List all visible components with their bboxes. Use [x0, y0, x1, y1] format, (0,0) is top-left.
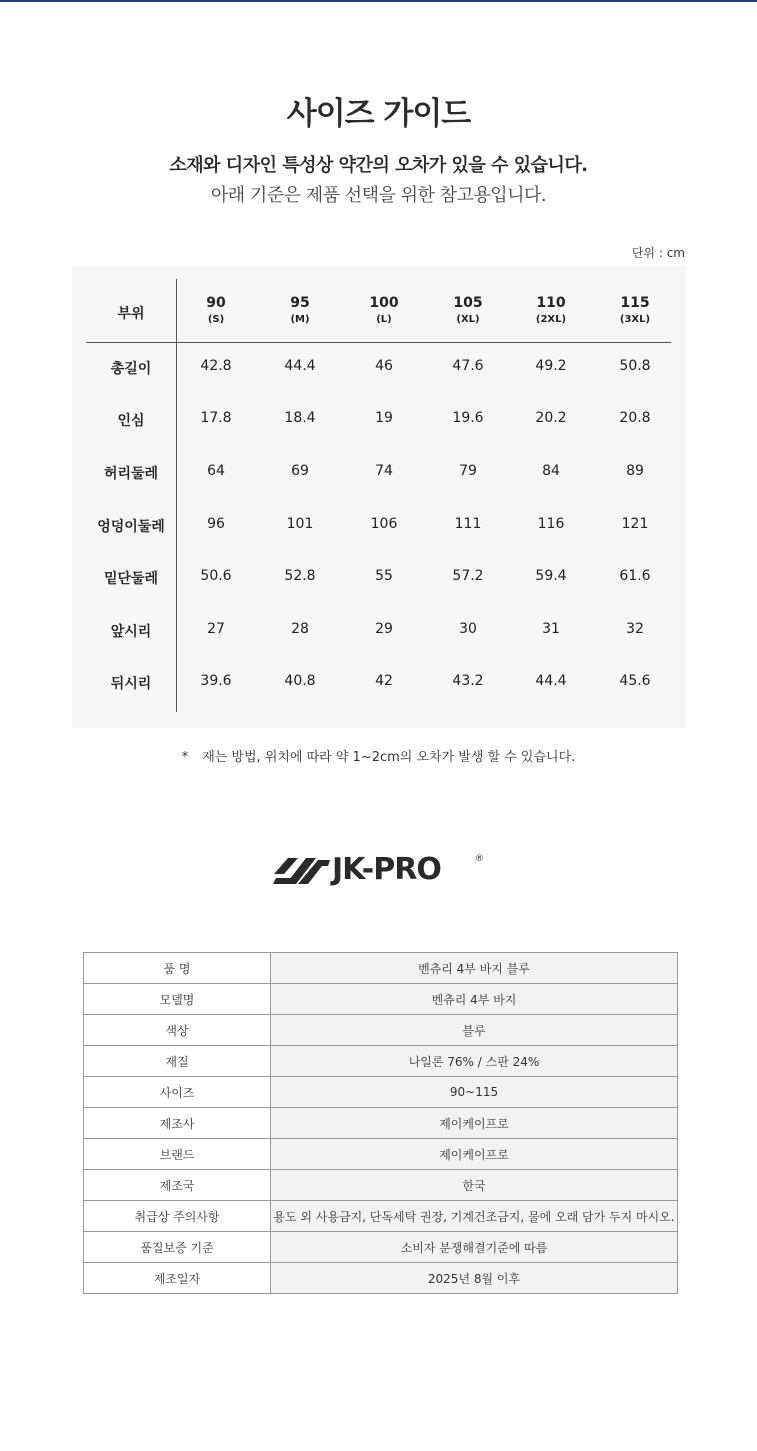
size-column-letter: (2XL) [535, 314, 567, 325]
size-guide-table [72, 266, 686, 728]
table-vertical-divider [176, 279, 177, 712]
info-row [84, 1263, 678, 1294]
size-value-cell: 47.6 [452, 358, 484, 374]
info-key: 재질 [84, 1046, 271, 1077]
size-value-cell: 20.2 [535, 410, 567, 426]
info-row [84, 1015, 678, 1046]
size-column-number: 115 [620, 295, 650, 311]
info-value: 제이케이프로 [271, 1139, 678, 1170]
info-value: 벤츄리 4부 바지 [271, 984, 678, 1015]
info-key: 품질보증 기준 [84, 1232, 271, 1263]
size-row-label: 엉덩이둘레 [97, 519, 165, 535]
note-text: 재는 방법, 위치에 따라 약 1~2cm의 오차가 발생 할 수 있습니다. [202, 750, 576, 765]
info-row [84, 1046, 678, 1077]
size-table-corner-label: 부위 [117, 306, 145, 322]
size-column-header [342, 295, 426, 325]
size-column-number: 100 [369, 295, 399, 311]
size-value-cell: 32 [626, 621, 644, 637]
info-key: 브랜드 [84, 1139, 271, 1170]
size-column-number: 95 [290, 295, 310, 311]
size-value-cell: 96 [207, 516, 225, 532]
page-title: 사이즈 가이드 [286, 96, 471, 132]
info-key: 제조일자 [84, 1263, 271, 1294]
size-value-cell: 45.6 [619, 673, 651, 689]
size-column-letter: (S) [207, 314, 225, 325]
size-value-cell: 43.2 [452, 673, 484, 689]
size-value-cell: 27 [207, 621, 225, 637]
note-asterisk: * [181, 750, 189, 765]
size-value-cell: 42.8 [200, 358, 232, 374]
table-header-divider [86, 342, 671, 343]
info-value: 90~115 [271, 1077, 678, 1108]
size-value-cell: 40.8 [284, 673, 316, 689]
size-value-cell: 79 [459, 463, 477, 479]
info-key: 제조국 [84, 1170, 271, 1201]
unit-label: 단위 : cm [631, 246, 685, 260]
size-value-cell: 50.6 [200, 568, 232, 584]
size-column-letter: (XL) [456, 314, 480, 325]
info-row [84, 1077, 678, 1108]
size-value-cell: 46 [375, 358, 393, 374]
size-value-cell: 55 [375, 568, 393, 584]
logo-wordmark: JK-PRO [332, 852, 441, 887]
size-value-cell: 64 [207, 463, 225, 479]
size-value-cell: 49.2 [535, 358, 567, 374]
subtitle-notice: 소재와 디자인 특성상 약간의 오차가 있을 수 있습니다. [169, 155, 588, 176]
info-row [84, 1201, 678, 1232]
size-value-cell: 44.4 [535, 673, 567, 689]
size-value-cell: 19.6 [452, 410, 484, 426]
info-row [84, 1232, 678, 1263]
size-value-cell: 101 [286, 516, 314, 532]
size-value-cell: 18.4 [284, 410, 316, 426]
info-value: 벤츄리 4부 바지 블루 [271, 953, 678, 984]
top-divider [0, 0, 757, 2]
size-value-cell: 121 [621, 516, 649, 532]
size-value-cell: 28 [291, 621, 309, 637]
info-key: 모델명 [84, 984, 271, 1015]
size-value-cell: 31 [542, 621, 560, 637]
info-row [84, 984, 678, 1015]
info-key: 제조사 [84, 1108, 271, 1139]
size-column-number: 110 [536, 295, 566, 311]
size-value-cell: 39.6 [200, 673, 232, 689]
size-value-cell: 69 [291, 463, 309, 479]
info-key: 색상 [84, 1015, 271, 1046]
info-value: 한국 [271, 1170, 678, 1201]
size-row-label: 인심 [117, 413, 145, 429]
info-value: 제이케이프로 [271, 1108, 678, 1139]
measurement-note [0, 746, 757, 765]
size-value-cell: 89 [626, 463, 644, 479]
jk-pro-logo-mark-icon [272, 850, 332, 890]
size-column-letter: (M) [290, 314, 310, 325]
info-key: 취급상 주의사항 [84, 1201, 271, 1232]
jk-pro-logo [272, 850, 492, 894]
size-value-cell: 44.4 [284, 358, 316, 374]
size-value-cell: 42 [375, 673, 393, 689]
info-value: 나일론 76% / 스판 24% [271, 1046, 678, 1077]
size-value-cell: 17.8 [200, 410, 232, 426]
size-value-cell: 111 [454, 516, 482, 532]
size-value-cell: 84 [542, 463, 560, 479]
size-value-cell: 30 [459, 621, 477, 637]
size-row-label: 앞시리 [110, 624, 152, 640]
size-value-cell: 74 [375, 463, 393, 479]
size-column-header [593, 295, 677, 325]
product-info-table [83, 952, 678, 1294]
size-value-cell: 116 [537, 516, 565, 532]
size-value-cell: 29 [375, 621, 393, 637]
info-value: 용도 외 사용금지, 단독세탁 권장, 기계건조금지, 물에 오래 담가 두지 마시오. [271, 1201, 678, 1232]
size-value-cell: 57.2 [452, 568, 484, 584]
info-key: 사이즈 [84, 1077, 271, 1108]
size-value-cell: 19 [375, 410, 393, 426]
size-value-cell: 61.6 [619, 568, 651, 584]
size-column-header [174, 295, 258, 325]
size-column-header [509, 295, 593, 325]
size-value-cell: 50.8 [619, 358, 651, 374]
info-value: 블루 [271, 1015, 678, 1046]
size-column-header [426, 295, 510, 325]
size-column-header [258, 295, 342, 325]
size-value-cell: 106 [370, 516, 398, 532]
size-row-label: 허리둘레 [103, 466, 159, 482]
info-value: 소비자 분쟁해결기준에 따름 [271, 1232, 678, 1263]
size-column-number: 90 [206, 295, 226, 311]
size-value-cell: 20.8 [619, 410, 651, 426]
subtitle-reference: 아래 기준은 제품 선택을 위한 참고용입니다. [210, 185, 547, 206]
size-value-cell: 59.4 [535, 568, 567, 584]
registered-mark: ® [475, 854, 484, 864]
info-row [84, 1139, 678, 1170]
size-column-letter: (3XL) [619, 314, 651, 325]
size-row-label: 총길이 [110, 361, 152, 377]
size-row-label: 뒤시리 [110, 676, 152, 692]
size-value-cell: 52.8 [284, 568, 316, 584]
size-column-letter: (L) [376, 314, 392, 325]
size-row-label: 밑단둘레 [103, 571, 159, 587]
info-row [84, 1170, 678, 1201]
info-key: 품 명 [84, 953, 271, 984]
info-row [84, 1108, 678, 1139]
info-value: 2025년 8월 이후 [271, 1263, 678, 1294]
info-row [84, 953, 678, 984]
size-column-number: 105 [453, 295, 483, 311]
